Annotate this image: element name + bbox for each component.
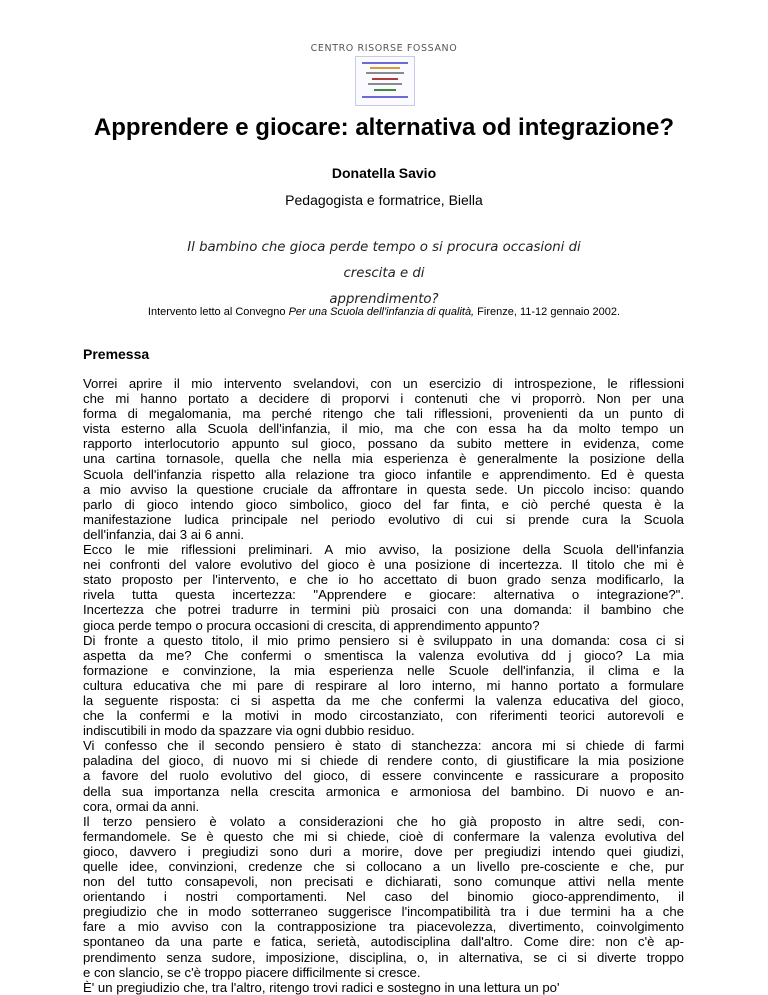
body-line: rapporto interlocutorio appunto sul gioco, possano da subito mettere in evidenza, come bbox=[83, 436, 684, 452]
body-line: gioca perde tempo o procura occasioni di crescita, di apprendimento appunto? bbox=[83, 617, 540, 633]
body-line: indiscutibili in modo da spazzare via ogni dubbio residuo. bbox=[83, 723, 415, 739]
body-line: forma di megalomania, ma perché ritengo che tali riflessioni, provenienti da un punto di bbox=[83, 406, 684, 422]
body-line: cultura educativa che mi pare di respirare al loro interno, mi hanno portato a formulare bbox=[83, 677, 684, 693]
body-line: formazione e convinzione, la mia esperienza nelle Scuole dell'infanzia, il clima e la bbox=[83, 662, 684, 678]
epigraph-line: apprendimento? bbox=[329, 292, 439, 307]
body-text bbox=[83, 376, 684, 995]
document-title: Apprendere e giocare: alternativa od integrazione? bbox=[93, 114, 675, 141]
body-line: Il terzo pensiero è volato a considerazioni che ho già proposto in altre sedi, con- bbox=[83, 813, 684, 829]
body-line: della sua importanza nella crescita armonica e armoniosa del bambino. Di nuovo e an- bbox=[83, 783, 684, 799]
body-line: stato proposto per l'intervento, e che io ho accettato di buon grado senza modificarlo, la bbox=[83, 572, 684, 588]
school-logo-icon bbox=[355, 56, 415, 106]
body-line: È' un pregiudizio che, tra l'altro, ritengo trovi radici e sostegno in una lettura un po' bbox=[83, 979, 560, 995]
body-line: prendimento senza sudore, imposizione, disciplina, o, in alternativa, se ci si diverte troppo bbox=[83, 949, 684, 965]
event-note-text: Intervento letto al Convegno bbox=[147, 306, 289, 318]
section-title: Premessa bbox=[83, 346, 150, 362]
body-line: spontaneo da una parte e fatica, serietà, autodisciplina dall'altro. Come dire: non c'è ap- bbox=[83, 934, 684, 950]
author-name: Donatella Savio bbox=[331, 165, 437, 181]
body-line: aspetta da me? Che confermi o smentisca la valenza evolutiva dd j gioco? La mia bbox=[83, 647, 684, 663]
body-line: parlo di gioco intendo gioco simbolico, gioco del far finta, e ciò perché questa è la bbox=[83, 496, 684, 512]
body-line: che mi hanno portato a decidere di proporvi i contenuti che vi proporrò. Non per una bbox=[83, 391, 684, 407]
body-line: dell'infanzia, dai 3 ai 6 anni. bbox=[83, 526, 245, 542]
body-line: Ecco le mie riflessioni preliminari. A mio avviso, la posizione della Scuola dell'infanzia bbox=[83, 542, 684, 558]
event-note bbox=[0, 306, 768, 318]
epigraph-line: Il bambino che gioca perde tempo o si procura occasioni di crescita e di bbox=[187, 240, 581, 281]
body-line: e con slancio, se c'è troppo piacere difficilmente si cresce. bbox=[83, 964, 421, 980]
body-line: rivela tutta questa incertezza: "Apprendere e giocare: alternativa o integrazione?". bbox=[83, 587, 684, 603]
body-line: orientando i nostri comportamenti. Nel caso del binomio gioco-apprendimento, il bbox=[83, 889, 684, 905]
body-line: nei confronti del valore evolutivo del gioco è una posizione di incertezza. Il titolo che mi è bbox=[83, 557, 684, 573]
body-line: che la confermi e la motivi in modo circostanziato, con riferimenti teorici autorevoli e bbox=[83, 708, 684, 724]
body-line: a mio avviso la questione cruciale da affrontare in questa sede. Un piccolo inciso: quando bbox=[83, 481, 684, 497]
body-line: una cartina tornasole, quella che nella mia esperienza è generalmente la posizione della bbox=[83, 451, 684, 467]
event-title: Per una Scuola dell'infanzia di qualità, bbox=[288, 306, 475, 318]
body-line: quelle idee, convinzioni, credenze che si collocano a un livello pre-cosciente e che, pur bbox=[83, 859, 684, 874]
body-line: Di fronte a questo titolo, il mio primo pensiero si è sviluppato in una domanda: cosa ci si bbox=[83, 632, 684, 648]
body-line: la seguente risposta: ci si aspetta da me che confermi la valenza educativa del gioco, bbox=[83, 692, 684, 708]
body-line: Vi confesso che il secondo pensiero è stato di stanchezza: ancora mi si chiede di farmi bbox=[83, 738, 684, 754]
body-line: gioco, davvero i pregiudizi sono duri a morire, dove per pregiudizi intendo quei giudizi, bbox=[83, 843, 684, 859]
body-line: pregiudizio che in modo sotterraneo suggerisce l'incompatibilità tra i due termini ha a che bbox=[83, 904, 684, 920]
body-line: non del tutto consapevoli, non precisati e dichiarati, sono comunque attivi nella mente bbox=[83, 874, 684, 890]
body-line: Incertezza che potrei tradurre in termini più prosaici con una domanda: il bambino che bbox=[83, 602, 684, 618]
body-line: Vorrei aprire il mio intervento svelandovi, con un esercizio di introspezione, le riflessioni bbox=[83, 376, 684, 391]
body-line: a favore del ruolo evolutivo del gioco, di essere convincente e rassicurare a proposito bbox=[83, 768, 684, 784]
body-line: fermandomele. Se è questo che mi si chiede, cioè di confermare la valenza evolutiva del bbox=[83, 828, 684, 844]
epigraph bbox=[170, 235, 598, 313]
body-line: Scuola dell'infanzia rispetto alla relazione tra gioco infantile e apprendimento. Ed è questa bbox=[83, 466, 684, 482]
body-line: vista esterno alla Scuola dell'infanzia, il mio, ma che con essa ha da molto tempo un bbox=[83, 421, 684, 437]
body-line: paladina del gioco, di nuovo mi si chiede di rendere conto, di giustificare la mia posizione bbox=[83, 753, 684, 769]
header-brand: CENTRO RISORSE FOSSANO bbox=[310, 43, 458, 54]
author-affiliation: Pedagogista e formatrice, Biella bbox=[285, 192, 483, 208]
body-line: manifestazione ludica principale nel periodo evolutivo di cui si prende cura la Scuola bbox=[83, 511, 684, 527]
body-line: fare a mio avviso con la contrapposizione tra piacevolezza, divertimento, coinvolgimento bbox=[83, 919, 684, 935]
body-line: cora, ormai da anni. bbox=[83, 798, 200, 814]
event-note-text: Firenze, 11-12 gennaio 2002. bbox=[474, 306, 621, 318]
